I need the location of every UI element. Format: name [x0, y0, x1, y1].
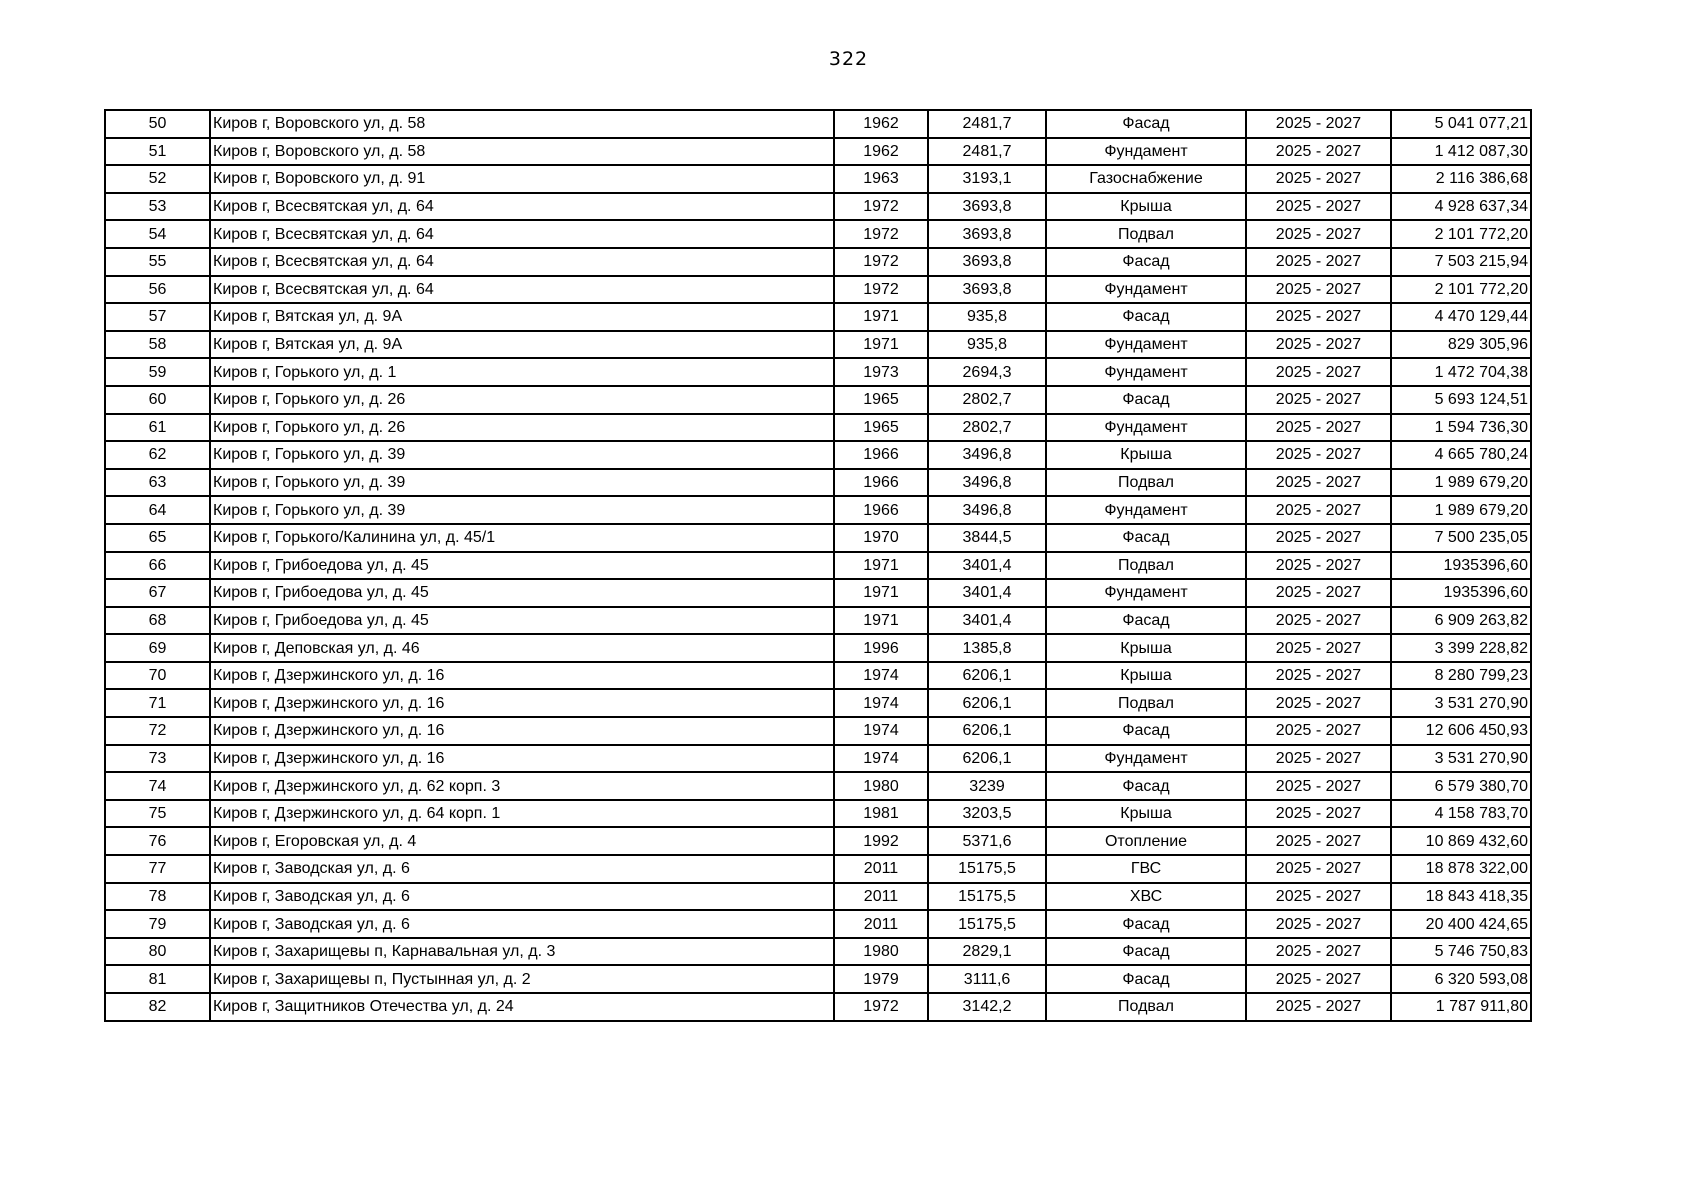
work-type-cell: Крыша — [1046, 800, 1246, 828]
build-year-cell: 1972 — [834, 276, 928, 304]
area-cell: 3693,8 — [928, 276, 1046, 304]
area-cell: 2802,7 — [928, 386, 1046, 414]
address-cell: Киров г, Горького ул, д. 39 — [210, 441, 834, 469]
period-cell: 2025 - 2027 — [1246, 193, 1391, 221]
build-year-cell: 1992 — [834, 827, 928, 855]
work-type-cell: Фасад — [1046, 607, 1246, 635]
period-cell: 2025 - 2027 — [1246, 441, 1391, 469]
build-year-cell: 1974 — [834, 745, 928, 773]
table-row — [105, 717, 1531, 745]
address-cell: Киров г, Заводская ул, д. 6 — [210, 910, 834, 938]
area-cell: 3844,5 — [928, 524, 1046, 552]
table-row — [105, 772, 1531, 800]
build-year-cell: 1980 — [834, 938, 928, 966]
build-year-cell: 1972 — [834, 193, 928, 221]
period-cell: 2025 - 2027 — [1246, 165, 1391, 193]
table-row — [105, 745, 1531, 773]
row-number-cell: 72 — [105, 717, 210, 745]
address-cell: Киров г, Всесвятская ул, д. 64 — [210, 193, 834, 221]
address-cell: Киров г, Воровского ул, д. 91 — [210, 165, 834, 193]
build-year-cell: 1965 — [834, 386, 928, 414]
work-type-cell: ГВС — [1046, 855, 1246, 883]
cost-cell: 3 531 270,90 — [1391, 745, 1531, 773]
period-cell: 2025 - 2027 — [1246, 689, 1391, 717]
table-row — [105, 827, 1531, 855]
area-cell: 2481,7 — [928, 110, 1046, 138]
work-type-cell: Фасад — [1046, 386, 1246, 414]
area-cell: 6206,1 — [928, 689, 1046, 717]
work-type-cell: Подвал — [1046, 993, 1246, 1021]
table-row — [105, 496, 1531, 524]
work-type-cell: Фасад — [1046, 910, 1246, 938]
period-cell: 2025 - 2027 — [1246, 993, 1391, 1021]
table-row — [105, 938, 1531, 966]
table-row — [105, 965, 1531, 993]
row-number-cell: 76 — [105, 827, 210, 855]
period-cell: 2025 - 2027 — [1246, 745, 1391, 773]
address-cell: Киров г, Деповская ул, д. 46 — [210, 634, 834, 662]
cost-cell: 1 472 704,38 — [1391, 358, 1531, 386]
address-cell: Киров г, Вятская ул, д. 9А — [210, 331, 834, 359]
area-cell: 6206,1 — [928, 745, 1046, 773]
build-year-cell: 1971 — [834, 579, 928, 607]
area-cell: 3401,4 — [928, 579, 1046, 607]
address-cell: Киров г, Дзержинского ул, д. 62 корп. 3 — [210, 772, 834, 800]
area-cell: 3496,8 — [928, 496, 1046, 524]
row-number-cell: 70 — [105, 662, 210, 690]
build-year-cell: 1966 — [834, 496, 928, 524]
work-type-cell: Фундамент — [1046, 276, 1246, 304]
address-cell: Киров г, Заводская ул, д. 6 — [210, 883, 834, 911]
row-number-cell: 77 — [105, 855, 210, 883]
table-row — [105, 386, 1531, 414]
address-cell: Киров г, Горького ул, д. 26 — [210, 414, 834, 442]
period-cell: 2025 - 2027 — [1246, 276, 1391, 304]
build-year-cell: 2011 — [834, 910, 928, 938]
cost-cell: 4 158 783,70 — [1391, 800, 1531, 828]
period-cell: 2025 - 2027 — [1246, 855, 1391, 883]
period-cell: 2025 - 2027 — [1246, 331, 1391, 359]
cost-cell: 1 989 679,20 — [1391, 496, 1531, 524]
period-cell: 2025 - 2027 — [1246, 358, 1391, 386]
work-type-cell: Фасад — [1046, 524, 1246, 552]
period-cell: 2025 - 2027 — [1246, 772, 1391, 800]
address-cell: Киров г, Дзержинского ул, д. 16 — [210, 745, 834, 773]
table-row — [105, 248, 1531, 276]
work-type-cell: ХВС — [1046, 883, 1246, 911]
table-row — [105, 220, 1531, 248]
build-year-cell: 1974 — [834, 662, 928, 690]
area-cell: 2481,7 — [928, 138, 1046, 166]
row-number-cell: 57 — [105, 303, 210, 331]
work-type-cell: Фундамент — [1046, 496, 1246, 524]
address-cell: Киров г, Дзержинского ул, д. 64 корп. 1 — [210, 800, 834, 828]
work-type-cell: Фасад — [1046, 110, 1246, 138]
period-cell: 2025 - 2027 — [1246, 524, 1391, 552]
work-type-cell: Отопление — [1046, 827, 1246, 855]
cost-cell: 1 412 087,30 — [1391, 138, 1531, 166]
table-row — [105, 524, 1531, 552]
address-cell: Киров г, Горького/Калинина ул, д. 45/1 — [210, 524, 834, 552]
work-type-cell: Фундамент — [1046, 745, 1246, 773]
address-cell: Киров г, Заводская ул, д. 6 — [210, 855, 834, 883]
work-type-cell: Фасад — [1046, 938, 1246, 966]
cost-cell: 5 041 077,21 — [1391, 110, 1531, 138]
period-cell: 2025 - 2027 — [1246, 138, 1391, 166]
work-type-cell: Подвал — [1046, 552, 1246, 580]
cost-cell: 2 101 772,20 — [1391, 220, 1531, 248]
period-cell: 2025 - 2027 — [1246, 414, 1391, 442]
row-number-cell: 78 — [105, 883, 210, 911]
table-row — [105, 634, 1531, 662]
build-year-cell: 1962 — [834, 110, 928, 138]
address-cell: Киров г, Дзержинского ул, д. 16 — [210, 717, 834, 745]
table-row — [105, 138, 1531, 166]
build-year-cell: 1973 — [834, 358, 928, 386]
build-year-cell: 1974 — [834, 689, 928, 717]
row-number-cell: 53 — [105, 193, 210, 221]
row-number-cell: 79 — [105, 910, 210, 938]
table-row — [105, 993, 1531, 1021]
work-type-cell: Крыша — [1046, 662, 1246, 690]
cost-cell: 7 500 235,05 — [1391, 524, 1531, 552]
cost-cell: 3 399 228,82 — [1391, 634, 1531, 662]
table-row — [105, 193, 1531, 221]
work-type-cell: Подвал — [1046, 220, 1246, 248]
row-number-cell: 80 — [105, 938, 210, 966]
period-cell: 2025 - 2027 — [1246, 827, 1391, 855]
area-cell: 3193,1 — [928, 165, 1046, 193]
table-row — [105, 689, 1531, 717]
build-year-cell: 2011 — [834, 855, 928, 883]
row-number-cell: 60 — [105, 386, 210, 414]
address-cell: Киров г, Горького ул, д. 39 — [210, 496, 834, 524]
area-cell: 3693,8 — [928, 220, 1046, 248]
work-type-cell: Фундамент — [1046, 138, 1246, 166]
cost-cell: 2 101 772,20 — [1391, 276, 1531, 304]
table-row — [105, 579, 1531, 607]
address-cell: Киров г, Защитников Отечества ул, д. 24 — [210, 993, 834, 1021]
build-year-cell: 1971 — [834, 331, 928, 359]
row-number-cell: 65 — [105, 524, 210, 552]
table-row — [105, 358, 1531, 386]
area-cell: 2829,1 — [928, 938, 1046, 966]
cost-cell: 4 665 780,24 — [1391, 441, 1531, 469]
row-number-cell: 71 — [105, 689, 210, 717]
area-cell: 3693,8 — [928, 193, 1046, 221]
area-cell: 3496,8 — [928, 469, 1046, 497]
build-year-cell: 1966 — [834, 469, 928, 497]
area-cell: 1385,8 — [928, 634, 1046, 662]
work-type-cell: Крыша — [1046, 634, 1246, 662]
row-number-cell: 62 — [105, 441, 210, 469]
address-cell: Киров г, Горького ул, д. 39 — [210, 469, 834, 497]
cost-cell: 3 531 270,90 — [1391, 689, 1531, 717]
table-row — [105, 552, 1531, 580]
build-year-cell: 1962 — [834, 138, 928, 166]
cost-cell: 6 909 263,82 — [1391, 607, 1531, 635]
build-year-cell: 1971 — [834, 552, 928, 580]
work-type-cell: Фундамент — [1046, 358, 1246, 386]
address-cell: Киров г, Захарищевы п, Карнавальная ул, д. 3 — [210, 938, 834, 966]
row-number-cell: 64 — [105, 496, 210, 524]
cost-cell: 2 116 386,68 — [1391, 165, 1531, 193]
period-cell: 2025 - 2027 — [1246, 220, 1391, 248]
table-row — [105, 276, 1531, 304]
row-number-cell: 58 — [105, 331, 210, 359]
period-cell: 2025 - 2027 — [1246, 717, 1391, 745]
build-year-cell: 1970 — [834, 524, 928, 552]
address-cell: Киров г, Дзержинского ул, д. 16 — [210, 689, 834, 717]
address-cell: Киров г, Грибоедова ул, д. 45 — [210, 552, 834, 580]
build-year-cell: 1965 — [834, 414, 928, 442]
area-cell: 3111,6 — [928, 965, 1046, 993]
cost-cell: 1 787 911,80 — [1391, 993, 1531, 1021]
work-type-cell: Фасад — [1046, 248, 1246, 276]
period-cell: 2025 - 2027 — [1246, 910, 1391, 938]
area-cell: 3401,4 — [928, 552, 1046, 580]
area-cell: 6206,1 — [928, 717, 1046, 745]
area-cell: 3239 — [928, 772, 1046, 800]
period-cell: 2025 - 2027 — [1246, 248, 1391, 276]
row-number-cell: 73 — [105, 745, 210, 773]
build-year-cell: 1971 — [834, 303, 928, 331]
area-cell: 3401,4 — [928, 607, 1046, 635]
build-year-cell: 1979 — [834, 965, 928, 993]
row-number-cell: 68 — [105, 607, 210, 635]
build-year-cell: 1972 — [834, 248, 928, 276]
work-type-cell: Фасад — [1046, 965, 1246, 993]
area-cell: 5371,6 — [928, 827, 1046, 855]
table-row — [105, 414, 1531, 442]
row-number-cell: 74 — [105, 772, 210, 800]
area-cell: 3142,2 — [928, 993, 1046, 1021]
cost-cell: 10 869 432,60 — [1391, 827, 1531, 855]
row-number-cell: 69 — [105, 634, 210, 662]
row-number-cell: 82 — [105, 993, 210, 1021]
row-number-cell: 67 — [105, 579, 210, 607]
row-number-cell: 50 — [105, 110, 210, 138]
table-row — [105, 910, 1531, 938]
period-cell: 2025 - 2027 — [1246, 883, 1391, 911]
table-row — [105, 607, 1531, 635]
area-cell: 6206,1 — [928, 662, 1046, 690]
build-year-cell: 1980 — [834, 772, 928, 800]
cost-cell: 12 606 450,93 — [1391, 717, 1531, 745]
cost-cell: 8 280 799,23 — [1391, 662, 1531, 690]
table-row — [105, 469, 1531, 497]
work-type-cell: Крыша — [1046, 193, 1246, 221]
row-number-cell: 56 — [105, 276, 210, 304]
cost-cell: 5 693 124,51 — [1391, 386, 1531, 414]
period-cell: 2025 - 2027 — [1246, 386, 1391, 414]
build-year-cell: 1974 — [834, 717, 928, 745]
repair-schedule-table — [104, 109, 1532, 1022]
row-number-cell: 52 — [105, 165, 210, 193]
address-cell: Киров г, Воровского ул, д. 58 — [210, 110, 834, 138]
address-cell: Киров г, Воровского ул, д. 58 — [210, 138, 834, 166]
period-cell: 2025 - 2027 — [1246, 496, 1391, 524]
period-cell: 2025 - 2027 — [1246, 579, 1391, 607]
period-cell: 2025 - 2027 — [1246, 607, 1391, 635]
table-row — [105, 303, 1531, 331]
work-type-cell: Подвал — [1046, 469, 1246, 497]
build-year-cell: 1972 — [834, 220, 928, 248]
area-cell: 15175,5 — [928, 910, 1046, 938]
row-number-cell: 75 — [105, 800, 210, 828]
address-cell: Киров г, Всесвятская ул, д. 64 — [210, 276, 834, 304]
period-cell: 2025 - 2027 — [1246, 662, 1391, 690]
work-type-cell: Подвал — [1046, 689, 1246, 717]
period-cell: 2025 - 2027 — [1246, 634, 1391, 662]
cost-cell: 5 746 750,83 — [1391, 938, 1531, 966]
build-year-cell: 1963 — [834, 165, 928, 193]
work-type-cell: Фундамент — [1046, 331, 1246, 359]
area-cell: 3496,8 — [928, 441, 1046, 469]
cost-cell: 1935396,60 — [1391, 579, 1531, 607]
cost-cell: 829 305,96 — [1391, 331, 1531, 359]
cost-cell: 6 320 593,08 — [1391, 965, 1531, 993]
table-row — [105, 855, 1531, 883]
address-cell: Киров г, Горького ул, д. 1 — [210, 358, 834, 386]
build-year-cell: 1972 — [834, 993, 928, 1021]
work-type-cell: Фундамент — [1046, 414, 1246, 442]
work-type-cell: Крыша — [1046, 441, 1246, 469]
area-cell: 3693,8 — [928, 248, 1046, 276]
cost-cell: 7 503 215,94 — [1391, 248, 1531, 276]
row-number-cell: 59 — [105, 358, 210, 386]
area-cell: 15175,5 — [928, 855, 1046, 883]
address-cell: Киров г, Всесвятская ул, д. 64 — [210, 248, 834, 276]
build-year-cell: 1996 — [834, 634, 928, 662]
row-number-cell: 51 — [105, 138, 210, 166]
cost-cell: 20 400 424,65 — [1391, 910, 1531, 938]
build-year-cell: 1971 — [834, 607, 928, 635]
address-cell: Киров г, Горького ул, д. 26 — [210, 386, 834, 414]
address-cell: Киров г, Всесвятская ул, д. 64 — [210, 220, 834, 248]
period-cell: 2025 - 2027 — [1246, 303, 1391, 331]
row-number-cell: 61 — [105, 414, 210, 442]
build-year-cell: 1981 — [834, 800, 928, 828]
period-cell: 2025 - 2027 — [1246, 938, 1391, 966]
address-cell: Киров г, Грибоедова ул, д. 45 — [210, 579, 834, 607]
work-type-cell: Фасад — [1046, 717, 1246, 745]
cost-cell: 18 878 322,00 — [1391, 855, 1531, 883]
work-type-cell: Фасад — [1046, 303, 1246, 331]
table-row — [105, 165, 1531, 193]
period-cell: 2025 - 2027 — [1246, 800, 1391, 828]
cost-cell: 4 470 129,44 — [1391, 303, 1531, 331]
row-number-cell: 81 — [105, 965, 210, 993]
work-type-cell: Газоснабжение — [1046, 165, 1246, 193]
cost-cell: 18 843 418,35 — [1391, 883, 1531, 911]
address-cell: Киров г, Егоровская ул, д. 4 — [210, 827, 834, 855]
address-cell: Киров г, Захарищевы п, Пустынная ул, д. 2 — [210, 965, 834, 993]
period-cell: 2025 - 2027 — [1246, 965, 1391, 993]
period-cell: 2025 - 2027 — [1246, 110, 1391, 138]
address-cell: Киров г, Дзержинского ул, д. 16 — [210, 662, 834, 690]
area-cell: 935,8 — [928, 331, 1046, 359]
row-number-cell: 55 — [105, 248, 210, 276]
area-cell: 2802,7 — [928, 414, 1046, 442]
period-cell: 2025 - 2027 — [1246, 552, 1391, 580]
work-type-cell: Фасад — [1046, 772, 1246, 800]
table-body — [105, 110, 1531, 1021]
area-cell: 15175,5 — [928, 883, 1046, 911]
table-row — [105, 800, 1531, 828]
area-cell: 2694,3 — [928, 358, 1046, 386]
cost-cell: 1 989 679,20 — [1391, 469, 1531, 497]
address-cell: Киров г, Вятская ул, д. 9А — [210, 303, 834, 331]
cost-cell: 4 928 637,34 — [1391, 193, 1531, 221]
table-row — [105, 662, 1531, 690]
cost-cell: 1935396,60 — [1391, 552, 1531, 580]
row-number-cell: 66 — [105, 552, 210, 580]
table-row — [105, 110, 1531, 138]
row-number-cell: 54 — [105, 220, 210, 248]
address-cell: Киров г, Грибоедова ул, д. 45 — [210, 607, 834, 635]
build-year-cell: 2011 — [834, 883, 928, 911]
work-type-cell: Фундамент — [1046, 579, 1246, 607]
page-number: 322 — [828, 48, 869, 70]
table-row — [105, 883, 1531, 911]
area-cell: 3203,5 — [928, 800, 1046, 828]
row-number-cell: 63 — [105, 469, 210, 497]
cost-cell: 6 579 380,70 — [1391, 772, 1531, 800]
cost-cell: 1 594 736,30 — [1391, 414, 1531, 442]
build-year-cell: 1966 — [834, 441, 928, 469]
period-cell: 2025 - 2027 — [1246, 469, 1391, 497]
table-row — [105, 331, 1531, 359]
area-cell: 935,8 — [928, 303, 1046, 331]
table-row — [105, 441, 1531, 469]
